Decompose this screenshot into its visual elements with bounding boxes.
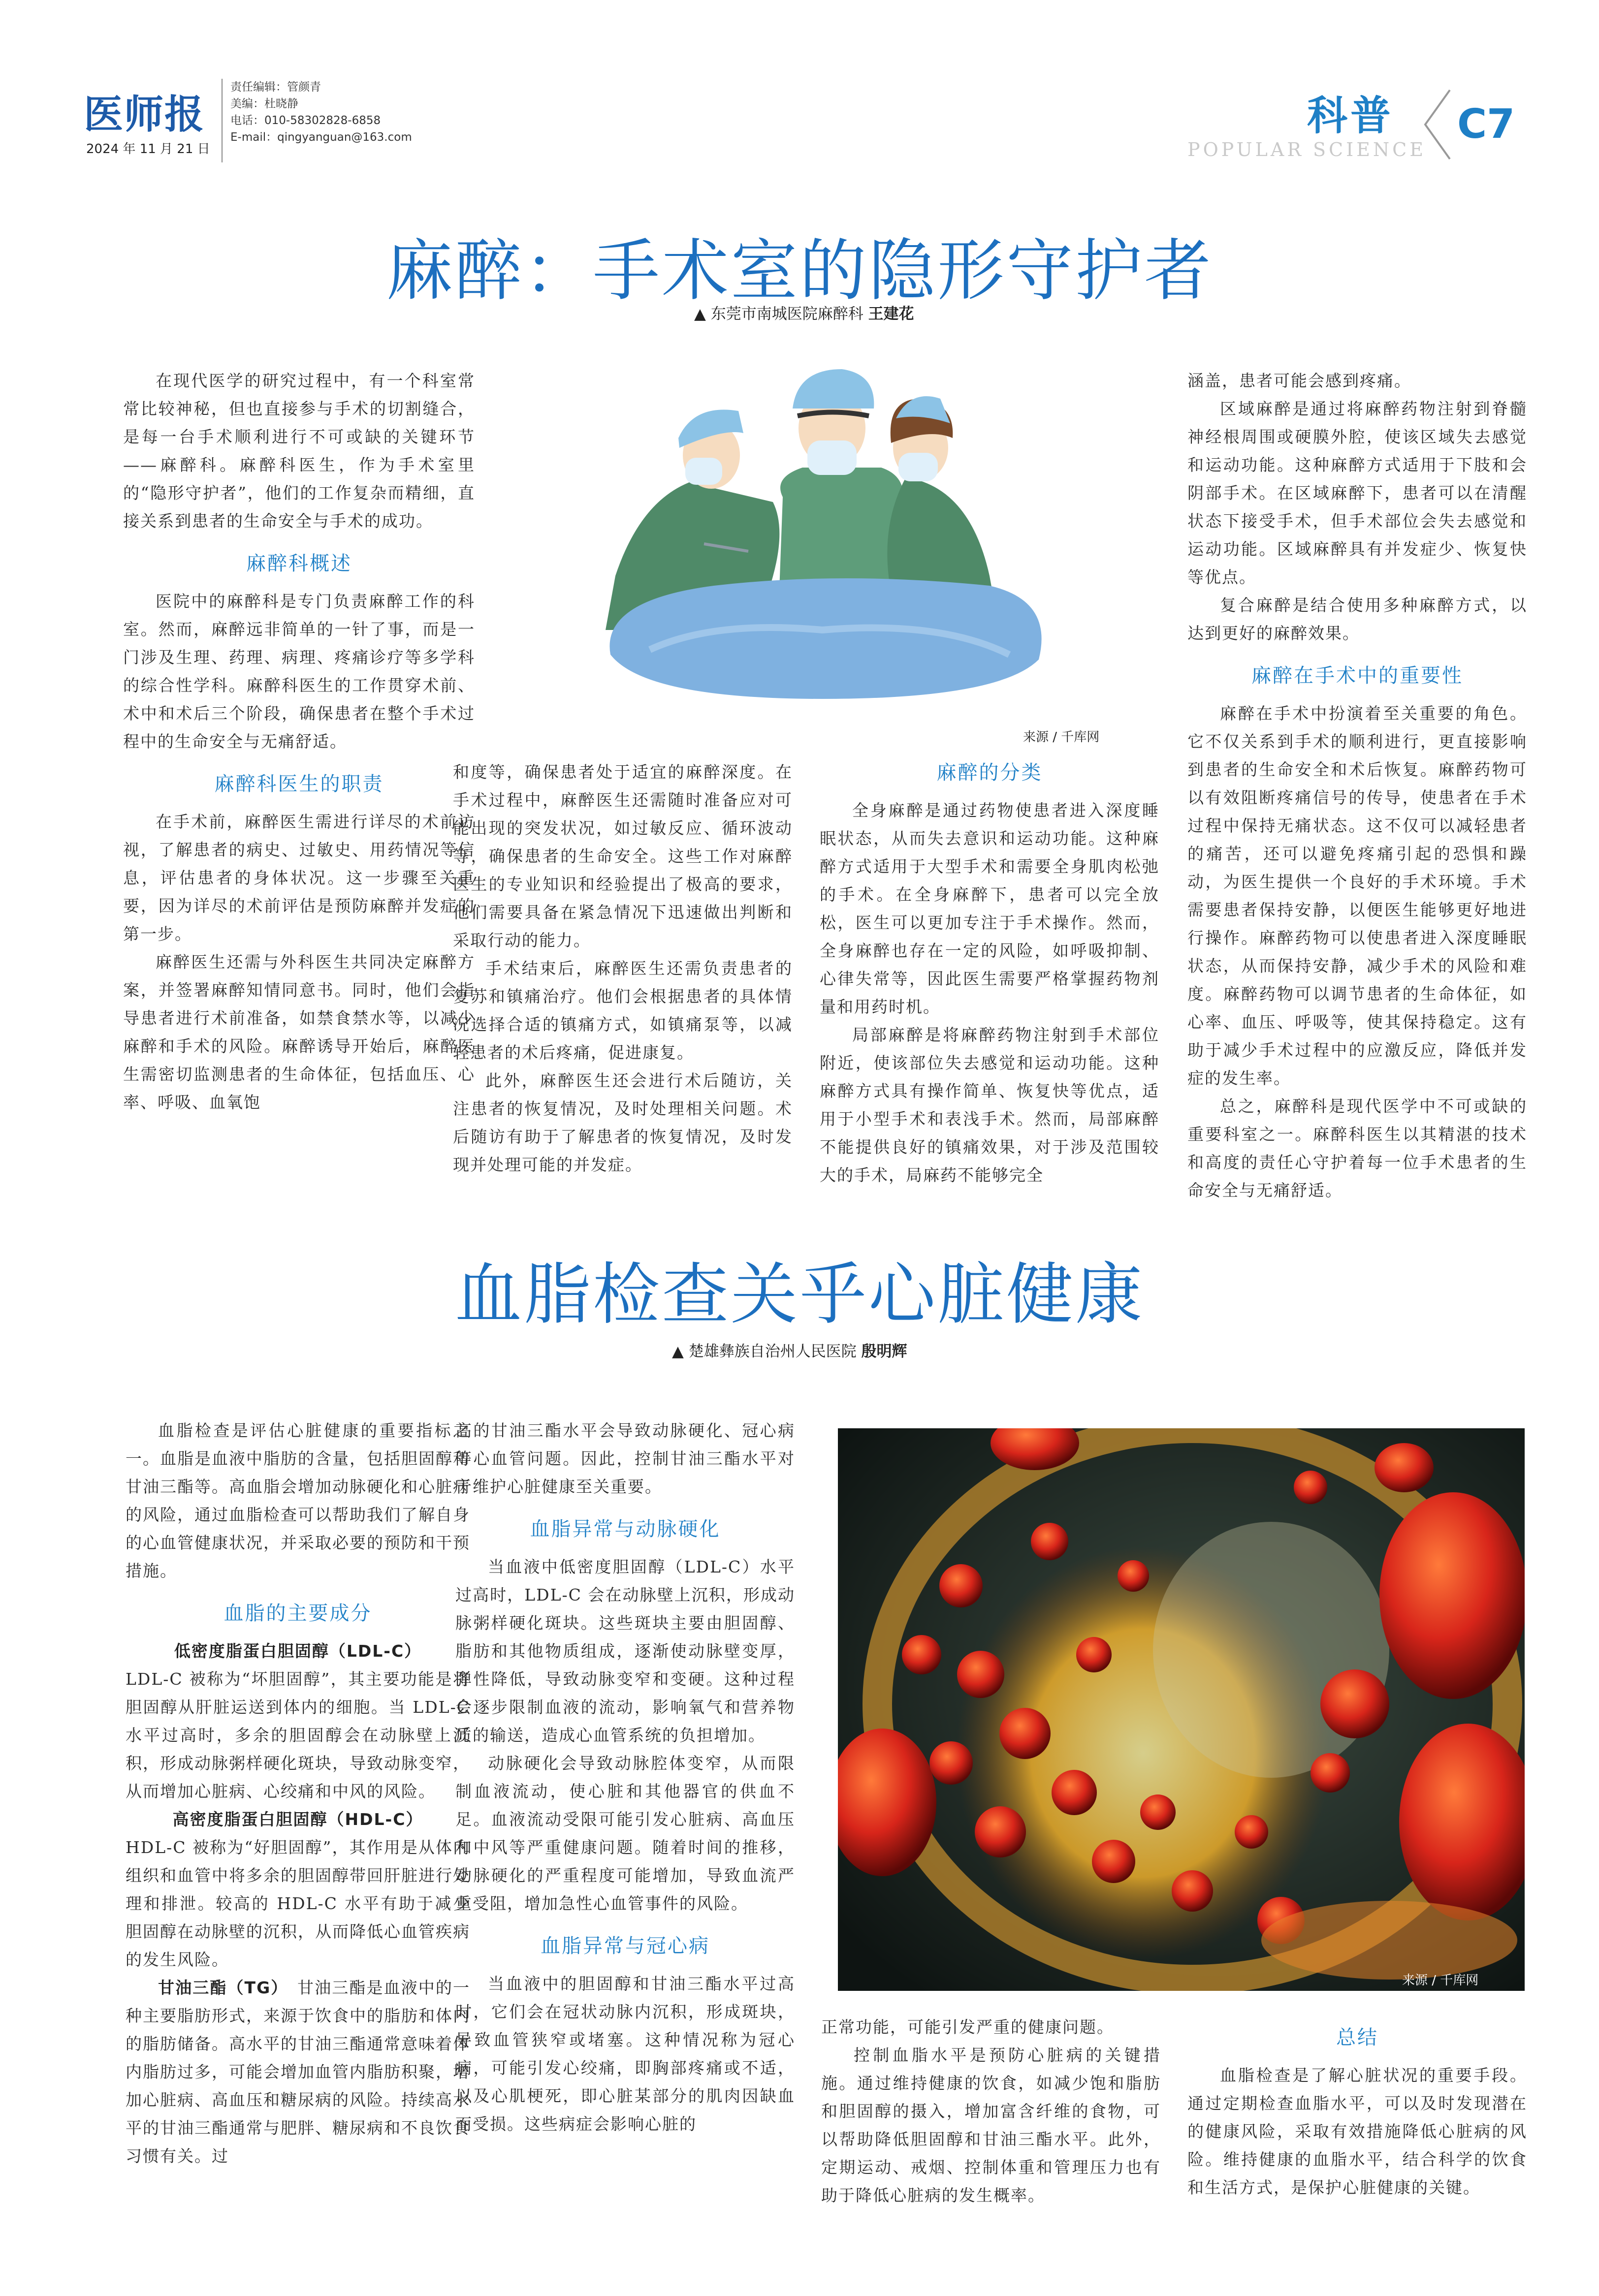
email-address: E-mail：qingyanguan@163.com (230, 131, 412, 144)
article1-title: 麻醉：手术室的隐形守护者 (386, 232, 1213, 310)
paragraph: 控制血脂水平是预防心脏病的关键措施。通过维持健康的饮食，如减少饱和脂肪和胆固醇的摄入，增加富含纤维的食物，可以帮助降低胆固醇和甘油三酯水平。此外，定期运动、戒烟、控制体重和管理压力也有助于降低心脏病的发生概率。 (821, 2045, 1161, 2205)
newspaper-logo: 医师报 (84, 91, 205, 137)
paragraph: 和度等，确保患者处于适宜的麻醉深度。在手术过程中，麻醉医生还需随时准备应对可能出现的突发状况，如过敏反应、循环波动等，确保患者的生命安全。这些工作对麻醉医生的专业知识和经验提出了极高的要求，他们需要具备在紧急情况下迅速做出判断和采取行动的能力。 (453, 762, 793, 950)
chevron-left-icon (1420, 88, 1455, 161)
subheading: 血脂的主要成分 (224, 1602, 372, 1625)
article1-col1 (123, 367, 475, 1116)
subheading: 麻醉科概述 (246, 552, 352, 575)
paragraph: 涵盖，患者可能会感到疼痛。 (1187, 371, 1411, 390)
masthead-divider (222, 79, 223, 162)
paragraph: 高的甘油三酯水平会导致动脉硬化、冠心病等心血管问题。因此，控制甘油三酯水平对于维护心脏健康至关重要。 (455, 1421, 795, 1496)
paragraph: 麻醉在手术中扮演着至关重要的角色。它不仅关系到手术的顺利进行，更直接影响到患者的生命安全和术后恢复。麻醉药物可以有效阻断疼痛信号的传导，使患者在手术过程中保持无痛状态。这不仅可以减轻患者的痛苦，还可以避免疼痛引起的恐惧和躁动，为医生提供一个良好的手术环境。手术需要患者保持安静，以便医生能够更好地进行操作。麻醉药物可以使患者进入深度睡眠状态，从而保持安静，减少手术的风险和难度。麻醉药物可以调节患者的生命体征，如心率、血压、呼吸等，使其保持稳定。这有助于减少手术过程中的应激反应，降低并发症的发生率。 (1187, 704, 1527, 1088)
subheading: 麻醉科医生的职责 (214, 773, 384, 795)
article2-col3 (821, 2013, 1161, 2209)
paragraph: 当血液中的胆固醇和甘油三酯水平过高时，它们会在冠状动脉内沉积，形成斑块，导致血管狭窄或堵塞。这种情况称为冠心病，可能引发心绞痛，即胸部疼痛或不适，以及心肌梗死，即心脏某部分的肌肉因缺血而受损。这些病症会影响心脏的 (455, 1974, 795, 2134)
triangle-icon: ▲ (672, 1343, 689, 1360)
subheading: 麻醉的分类 (936, 761, 1043, 784)
masthead (74, 74, 1526, 172)
section-name: 科普 (1307, 93, 1394, 139)
article1-byline-author: 王建花 (868, 305, 914, 323)
paragraph: 在现代医学的研究过程中，有一个科室常常比较神秘，但也直接参与手术的切割缝合，是每一台手术顺利进行不可或缺的关键环节——麻醉科。麻醉科医生，作为手术室里的“隐形守护者”，他们的工作复杂而精细，直接关系到患者的生命安全与手术的成功。 (123, 371, 475, 531)
issue-date: 2024 年 11 月 21 日 (86, 142, 210, 157)
article2-byline-author: 殷明辉 (861, 1343, 907, 1360)
paragraph: 甘油三酯是血液中的一种主要脂肪形式，来源于饮食中的脂肪和体内的脂肪储备。高水平的甘油三酯通常意味着体内脂肪过多，可能会增加血管内脂肪积聚，增加心脏病、高血压和糖尿病的风险。持续高水平的甘油三酯通常与肥胖、糖尿病和不良饮食习惯有关。过 (126, 1978, 471, 2166)
paragraph: 在手术前，麻醉医生需进行详尽的术前访视，了解患者的病史、过敏史、用药情况等信息，评估患者的身体状况。这一步骤至关重要，因为详尽的术前评估是预防麻醉并发症的第一步。 (123, 812, 475, 944)
paragraph: 局部麻醉是将麻醉药物注射到手术部位附近，使该部位失去感觉和运动功能。这种麻醉方式具有操作简单、恢复快等优点，适用于小型手术和表浅手术。然而，局部麻醉不能提供良好的镇痛效果，对于涉及范围较大的手术，局麻药不能够完全 (820, 1025, 1159, 1185)
subheading: 麻醉在手术中的重要性 (1251, 664, 1463, 687)
article2-col4 (1187, 2023, 1527, 2202)
section-english: POPULAR SCIENCE (1187, 139, 1426, 160)
page-number: C7 (1457, 101, 1515, 148)
hdl-heading: 高密度脂蛋白胆固醇（HDL-C） (172, 1810, 423, 1829)
paragraph: 全身麻醉是通过药物使患者进入深度睡眠状态，从而失去意识和运动功能。这种麻醉方式适用于大型手术和需要全身肌肉松弛的手术。在全身麻醉下，患者可以完全放松，医生可以更加专注于手术操作。然而，全身麻醉也存在一定的风险，如呼吸抑制、心律失常等，因此医生需要严格掌握药物剂量和用药时机。 (820, 801, 1159, 1016)
triangle-icon: ▲ (694, 305, 711, 323)
paragraph: 血脂检查是评估心脏健康的重要指标之一。血脂是血液中脂肪的含量，包括胆固醇和甘油三酯等。高血脂会增加动脉硬化和心脏病的风险，通过血脂检查可以帮助我们了解自身的心血管健康状况，并采取必要的预防和干预措施。 (126, 1421, 470, 1580)
subheading: 血脂异常与冠心病 (541, 1935, 710, 1957)
paragraph: LDL-C 被称为“坏胆固醇”，其主要功能是将胆固醇从肝脏运送到体内的细胞。当 LDL-C 水平过高时，多余的胆固醇会在动脉壁上沉积，形成动脉粥样硬化斑块，导致动脉变窄，从而增加心脏病、心绞痛和中风的风险。 (126, 1669, 470, 1801)
subheading: 血脂异常与动脉硬化 (530, 1518, 721, 1541)
article1-image-credit: 来源 / 千库网 (1023, 730, 1100, 745)
paragraph: 医院中的麻醉科是专门负责麻醉工作的科室。然而，麻醉远非简单的一针了事，而是一门涉及生理、药理、病理、疼痛诊疗等多学科的综合性学科。麻醉科医生的工作贯穿术前、术中和术后三个阶段，确保患者在整个手术过程中的生命安全与无痛舒适。 (123, 592, 475, 751)
subheading: 总结 (1336, 2026, 1378, 2049)
paragraph: 总之，麻醉科是现代医学中不可或缺的重要科室之一。麻醉科医生以其精湛的技术和高度的责任心守护着每一位手术患者的生命安全与无痛舒适。 (1187, 1097, 1527, 1200)
article1-col2 (453, 758, 793, 1179)
paragraph: 动脉硬化会导致动脉腔体变窄，从而限制血液流动，使心脏和其他器官的供血不足。血液流动受限可能引发心脏病、高血压和中风等严重健康问题。随着时间的推移，动脉硬化的严重程度可能增加，导致血流严重受阻，增加急性心血管事件的风险。 (455, 1754, 795, 1913)
surgery-illustration (566, 354, 1098, 733)
paragraph: 当血液中低密度胆固醇（LDL-C）水平过高时，LDL-C 会在动脉壁上沉积，形成动脉粥样硬化斑块。这些斑块主要由胆固醇、脂肪和其他物质组成，逐渐使动脉壁变厚，弹性降低，导致动脉变窄和变硬。这种过程会逐步限制血液的流动，影响氧气和营养物质的输送，造成心血管系统的负担增加。 (455, 1557, 795, 1745)
paragraph: 区域麻醉是通过将麻醉药物注射到脊髓神经根周围或硬膜外腔，使该区域失去感觉和运动功能。这种麻醉方式适用于下肢和会阴部手术。在区域麻醉下，患者可以在清醒状态下接受手术，但手术部位会失去感觉和运动功能。区域麻醉具有并发症少、恢复快等优点。 (1187, 399, 1527, 587)
article1-col4 (1187, 367, 1527, 1204)
article2-title: 血脂检查关乎心脏健康 (455, 1256, 1144, 1334)
paragraph: 血脂检查是了解心脏状况的重要手段。通过定期检查血脂水平，可以及时发现潜在的健康风险，采取有效措施降低心脏病的风险。维持健康的血脂水平，结合科学的饮食和生活方式，是保护心脏健康的关键。 (1187, 2066, 1527, 2197)
article1-byline-org: 东莞市南城医院麻醉科 (710, 305, 863, 323)
editor-name: 责任编辑：管颜青 (230, 81, 321, 94)
article2-col1 (126, 1416, 470, 2170)
article2-col2 (455, 1416, 795, 2138)
article2-byline-org: 楚雄彝族自治州人民医院 (688, 1343, 857, 1360)
article1-byline (694, 301, 914, 323)
tg-heading: 甘油三酯（TG） (158, 1978, 280, 1997)
article2-byline (672, 1339, 907, 1361)
paragraph: HDL-C 被称为“好胆固醇”，其作用是从体内组织和血管中将多余的胆固醇带回肝脏进行处理和排泄。较高的 HDL-C 水平有助于减少胆固醇在动脉壁的沉积，从而降低心血管疾病的发生风险。 (126, 1838, 470, 1969)
paragraph: 此外，麻醉医生还会进行术后随访，关注患者的恢复情况，及时处理相关问题。术后随访有助于了解患者的恢复情况，及时发现并处理可能的并发症。 (453, 1071, 793, 1174)
paragraph: 麻醉医生还需与外科医生共同决定麻醉方案，并签署麻醉知情同意书。同时，他们会指导患者进行术前准备，如禁食禁水等，以减少麻醉和手术的风险。麻醉诱导开始后，麻醉医生需密切监测患者的生命体征，包括血压、心率、呼吸、血氧饱 (123, 952, 475, 1112)
paragraph: 复合麻醉是结合使用多种麻醉方式，以达到更好的麻醉效果。 (1187, 596, 1527, 643)
article1-col3 (820, 758, 1159, 1189)
paragraph: 正常功能，可能引发严重的健康问题。 (821, 2017, 1114, 2037)
blood-vessel-image (838, 1428, 1525, 1991)
article2-image-credit: 来源 / 千库网 (1402, 1973, 1479, 1988)
editor-info (230, 79, 412, 146)
ldl-heading: 低密度脂蛋白胆固醇（LDL-C） (174, 1641, 422, 1661)
phone-number: 电话：010-58302828-6858 (230, 114, 381, 127)
paragraph: 手术结束后，麻醉医生还需负责患者的复苏和镇痛治疗。他们会根据患者的具体情况选择合适的镇痛方式，如镇痛泵等，以减轻患者的术后疼痛，促进康复。 (453, 959, 793, 1062)
art-editor-name: 美编：杜晓静 (230, 97, 298, 110)
